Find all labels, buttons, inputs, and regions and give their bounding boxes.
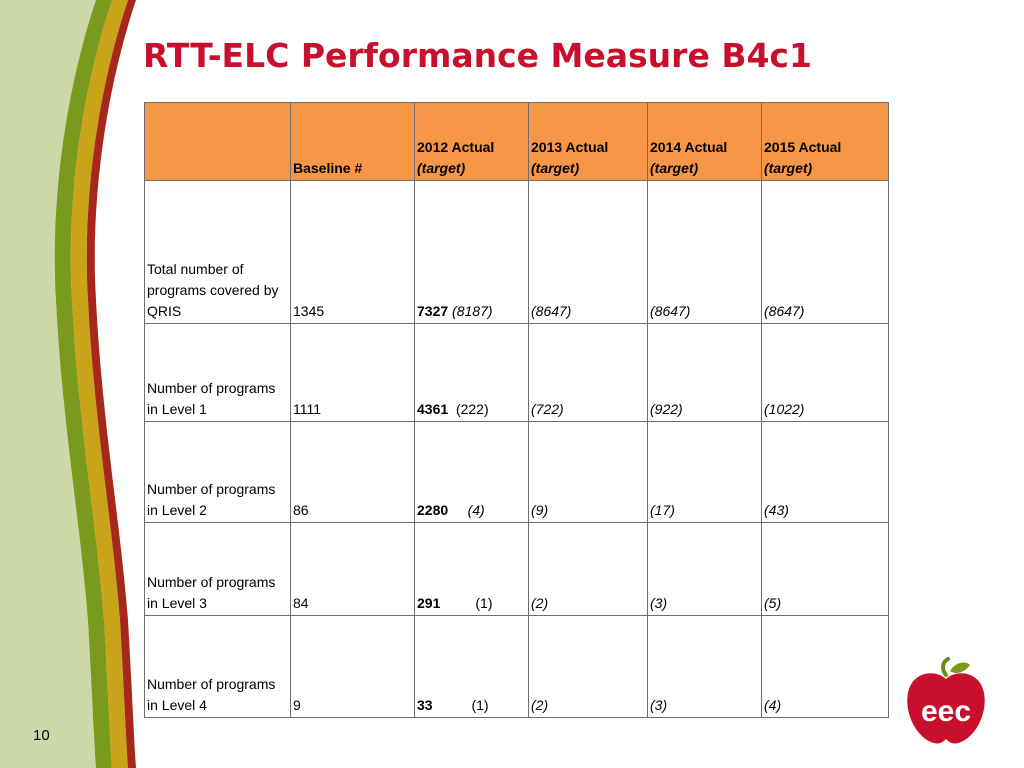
year-2012-cell <box>415 181 529 324</box>
header-cell-2013 <box>529 103 648 181</box>
actual-value: 33 <box>417 697 433 713</box>
table-row <box>145 422 889 523</box>
actual-value: 2280 <box>417 502 449 518</box>
header-line1: 2012 Actual <box>417 139 495 155</box>
slide-number: 10 <box>33 727 50 744</box>
year-2015-target: (4) <box>762 616 889 718</box>
actual-value: 7327 <box>417 303 449 319</box>
header-line2: Baseline # <box>293 160 363 176</box>
year-2014-target: (3) <box>648 523 762 616</box>
apple-logo-icon <box>900 655 992 747</box>
header-cell-2014 <box>648 103 762 181</box>
year-2012-cell <box>415 422 529 523</box>
table-row <box>145 181 889 324</box>
header-line2: (target) <box>764 160 813 176</box>
year-2012-cell <box>415 523 529 616</box>
target-value: (1) <box>475 595 493 611</box>
target-value: (1) <box>471 697 489 713</box>
table-row <box>145 523 889 616</box>
row-label: Total number of programs covered by QRIS <box>145 181 291 324</box>
year-2013-target: (722) <box>529 324 648 422</box>
header-line2: (target) <box>417 160 466 176</box>
year-2013-target: (2) <box>529 616 648 718</box>
year-2012-cell <box>415 616 529 718</box>
baseline-value: 86 <box>291 422 415 523</box>
actual-value: 291 <box>417 595 441 611</box>
header-line1: 2013 Actual <box>531 139 609 155</box>
target-value: (222) <box>455 401 489 417</box>
year-2014-target: (922) <box>648 324 762 422</box>
header-line1: 2015 Actual <box>764 139 842 155</box>
table-row <box>145 616 889 718</box>
header-cell-2015 <box>762 103 889 181</box>
year-2014-target: (3) <box>648 616 762 718</box>
year-2014-target: (8647) <box>648 181 762 324</box>
year-2014-target: (17) <box>648 422 762 523</box>
header-cell-label <box>145 103 291 181</box>
row-label: Number of programs in Level 2 <box>145 422 291 523</box>
header-cell-baseline <box>291 103 415 181</box>
year-2013-target: (9) <box>529 422 648 523</box>
header-line1: 2014 Actual <box>650 139 728 155</box>
baseline-value: 1345 <box>291 181 415 324</box>
baseline-value: 84 <box>291 523 415 616</box>
year-2015-target: (1022) <box>762 324 889 422</box>
year-2013-target: (2) <box>529 523 648 616</box>
year-2015-target: (8647) <box>762 181 889 324</box>
target-value: (4) <box>467 502 485 518</box>
performance-table <box>144 102 889 718</box>
baseline-value: 1111 <box>291 324 415 422</box>
header-row <box>145 103 889 181</box>
row-label: Number of programs in Level 4 <box>145 616 291 718</box>
year-2015-target: (5) <box>762 523 889 616</box>
slide-title: RTT-ELC Performance Measure B4c1 <box>143 36 812 75</box>
row-label: Number of programs in Level 1 <box>145 324 291 422</box>
year-2015-target: (43) <box>762 422 889 523</box>
actual-value: 4361 <box>417 401 449 417</box>
header-cell-2012 <box>415 103 529 181</box>
header-line2: (target) <box>531 160 580 176</box>
target-value: (8187) <box>452 303 493 319</box>
year-2013-target: (8647) <box>529 181 648 324</box>
table-row <box>145 324 889 422</box>
row-label: Number of programs in Level 3 <box>145 523 291 616</box>
logo-text: eec <box>920 695 972 728</box>
decorative-ribbon <box>0 0 140 768</box>
year-2012-cell <box>415 324 529 422</box>
header-line2: (target) <box>650 160 699 176</box>
baseline-value: 9 <box>291 616 415 718</box>
